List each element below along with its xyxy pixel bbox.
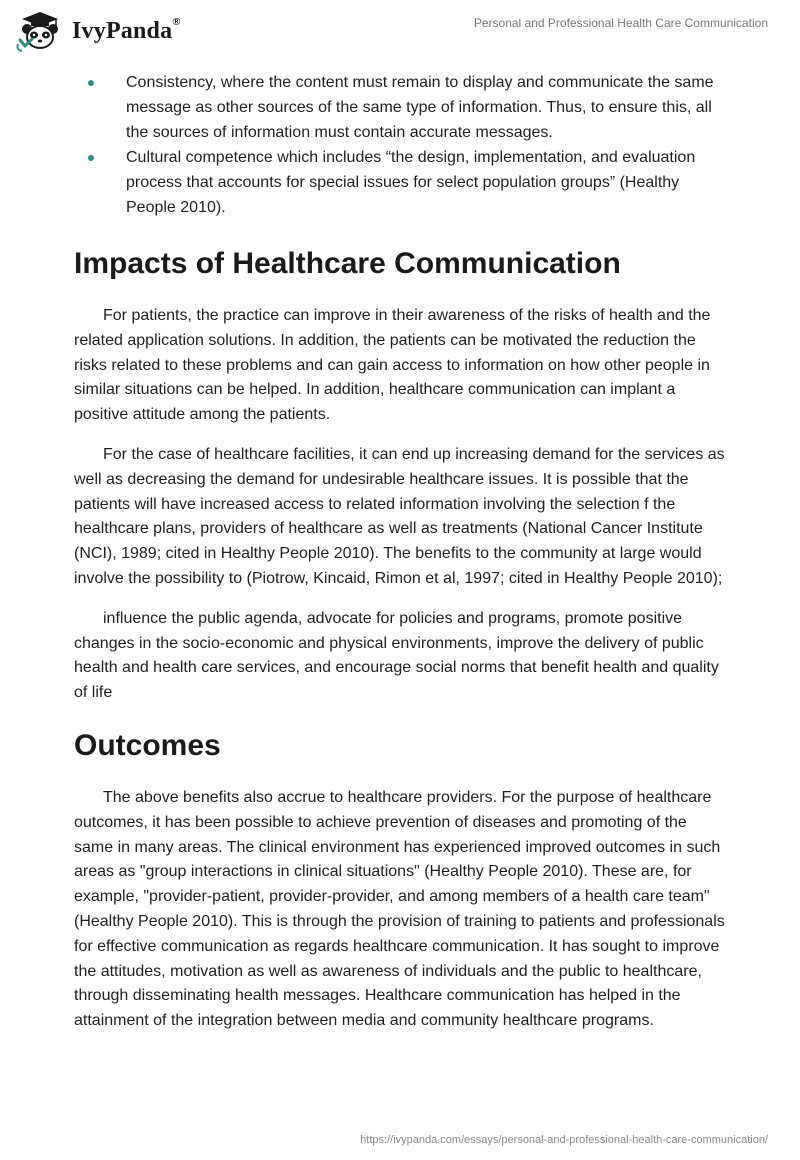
brand-name: IvyPanda® xyxy=(72,15,181,44)
paragraph: The above benefits also accrue to healthcare providers. For the purpose of healthcare outcomes, it has been possible to achieve prevention of diseases and promoting of the same in many areas. The clinical environment has experienced improved outcomes in such areas as "group interactions in clinical situations" (Healthy People 2010). These are, for example, "provider-patient, provider-provider, and among members of a health care team" (Healthy People 2010). This is through the provision of training to patients and professionals for effective communication as regards healthcare communication. It has sought to improve the attitudes, motivation as well as awareness of individuals and the public to healthcare, through disseminating health messages. Healthcare communication has helped in the attainment of the integration between media and community healthcare programs. xyxy=(74,788,725,1030)
page-header xyxy=(0,0,800,70)
bullet-list xyxy=(74,70,728,220)
list-item: Cultural competence which includes “the design, implementation, and evaluation process that accounts for special issues for select population groups” (Healthy People 2010). xyxy=(74,145,728,220)
list-item: Consistency, where the content must remain to display and communicate the same message as other sources of the same type of information. Thus, to ensure this, all the sources of information must contain accurate messages. xyxy=(74,70,728,145)
source-url-link[interactable]: https://ivypanda.com/essays/personal-and-professional-health-care-communication/ xyxy=(360,1134,768,1146)
document-title: Personal and Professional Health Care Communication xyxy=(473,16,768,30)
brand-logo[interactable] xyxy=(14,10,181,52)
article-body xyxy=(74,70,728,1049)
bullet-dot-icon xyxy=(88,155,94,161)
paragraph: influence the public agenda, advocate for policies and programs, promote positive changes in the socio-economic and physical environments, improve the delivery of public health and health care services, and encourage social norms that benefit health and quality of life xyxy=(74,609,719,702)
paragraph: For the case of healthcare facilities, it can end up increasing demand for the services as well as decreasing the demand for undesirable healthcare issues. It is possible that the patients will have increased access to related information involving the selection f the healthcare plans, providers of healthcare as well as treatments (National Cancer Institute (NCI), 1989; cited in Healthy People 2010). The benefits to the community at large would involve the possibility to (Piotrow, Kincaid, Rimon et al, 1997; cited in Healthy People 2010); xyxy=(74,445,725,587)
section-heading-impacts: Impacts of Healthcare Communication xyxy=(74,247,621,280)
section-heading-outcomes: Outcomes xyxy=(74,728,221,762)
bullet-dot-icon xyxy=(88,80,94,86)
panda-logo-icon xyxy=(14,10,66,52)
paragraph: For patients, the practice can improve in their awareness of the risks of health and the related application solutions. In addition, the patients can be motivated the reduction the risks related to these problems and can gain access to information on how other people in similar situations can be helped. In addition, healthcare communication can implant a positive attitude among the patients. xyxy=(74,307,711,424)
